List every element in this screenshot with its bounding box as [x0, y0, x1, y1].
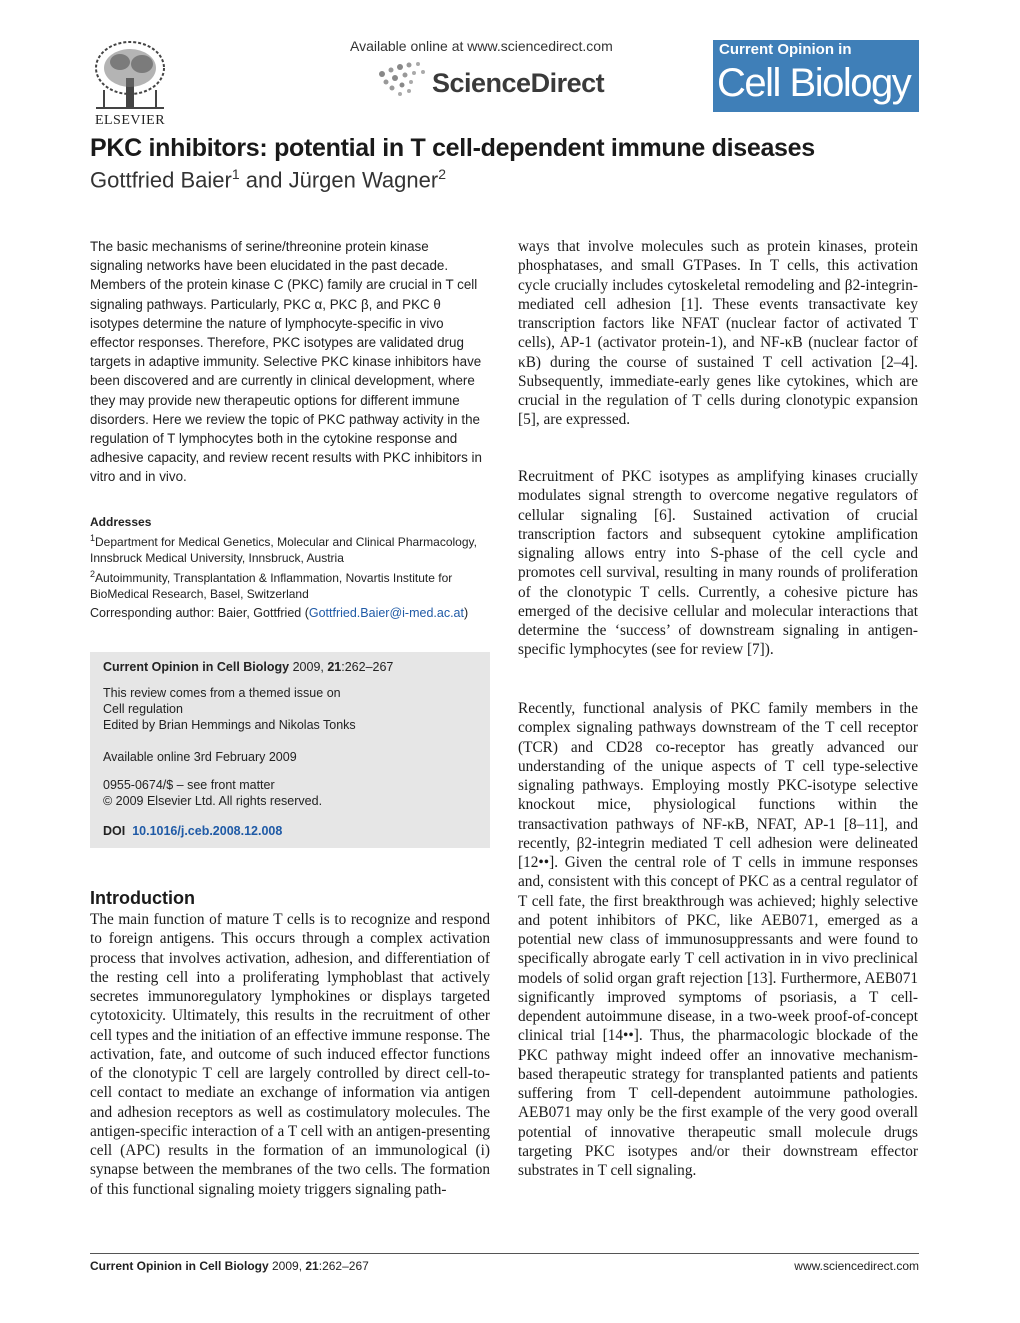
introduction-heading: Introduction [90, 888, 195, 908]
available-online-text: Available online at www.sciencedirect.com [350, 38, 613, 54]
author-separator: and [239, 167, 289, 193]
info-editors: Edited by Brian Hemmings and Nikolas Tonks [103, 718, 356, 732]
journal-logo [713, 40, 919, 112]
info-issn: 0955-0674/$ – see front matter [103, 778, 275, 792]
body-paragraph: Recruitment of PKC isotypes as amplifying kinases crucially modulates signal strength to overcome negative regulators of cellular signaling [6]. Sustained activation of crucial transcription factors and subsequent cytokine amplification signaling allows entry into S-phase of the cell cycle and promotes cell survival, resulting in many rounds of proliferation of the clonotypic T cells. Currently, a cohesive picture has emerged of the decisive cellular and molecular interactions that determine the ‘success’ of downstream signaling in antigen-specific lymphocytes (see for review [7]). [518, 468, 918, 659]
address-2: $^2$Autoimmunity, Transplantation & Inflammation, Novartis Institute for BioMedical Research, Basel, Switzerland [90, 569, 453, 601]
corresponding-author: Corresponding author: Baier, Gottfried (Gottfried.Baier@i-med.ac.at) [90, 606, 469, 620]
author-name: Gottfried Baier [90, 167, 232, 193]
abstract: The basic mechanisms of serine/threonine protein kinase signaling networks have been elucidated in the past decade. Members of the protein kinase C (PKC) family are crucial in T cell signaling pathways. Particularly, PKC α, PKC β, and PKC θ isotypes determine the nature of lymphocyte-specific in vivo effector responses. Therefore, PKC isotypes are validated drug targets in adaptive immunity. Selective PKC kinase inhibitors have been discovered and are currently in clinical development, where they may provide new therapeutic options for different immune disorders. Here we review the topic of PKC pathway activity in the regulation of T lymphocytes both in the cytokine response and adhesive capacity, and review recent results with PKC inhibitors in vitro and in vivo. [90, 239, 482, 485]
footer-divider [90, 1253, 919, 1254]
sciencedirect-logo [376, 60, 612, 102]
footer-url[interactable]: www.sciencedirect.com [794, 1259, 919, 1273]
info-doi: DOI 10.1016/j.ceb.2008.12.008 [103, 824, 283, 838]
article-authors [90, 166, 446, 193]
doi-link[interactable]: 10.1016/j.ceb.2008.12.008 [132, 824, 283, 838]
journal-logo-top: Current Opinion in [719, 41, 852, 58]
addresses-heading: Addresses [90, 515, 152, 529]
article-title: PKC inhibitors: potential in T cell-dependent immune diseases [90, 134, 815, 162]
journal-logo-main: Cell Biology [717, 61, 911, 105]
footer-citation: Current Opinion in Cell Biology 2009, 21:262–267 [90, 1259, 369, 1273]
article-info-box [90, 652, 490, 848]
corresponding-email-link[interactable]: Gottfried.Baier@i-med.ac.at [308, 606, 464, 620]
body-paragraph: ways that involve molecules such as protein kinases, protein phosphatases, and small GTPases. In T cells, this activation cycle crucially includes cytoskeletal remodeling and β2-integrin-mediated cell adhesion [1]. These events transactivate key transcription factors like NFAT (nuclear factor of activated T cells), AP-1 (activator protein-1), and NF-κB (nuclear factor of κB) during the course of sustained T cell activation [2–4]. Subsequently, immediate-early genes like cytokines, which are crucial in the regulation of T cells during clonotypic expansion [5], are expressed. [518, 238, 918, 429]
body-paragraph: Recently, functional analysis of PKC family members in the complex signaling pathways downstream of the T cell receptor (TCR) and CD28 co-receptor has greatly advanced our understanding of the unique aspects of T cell type-selective signaling pathways. Employing mostly PKC-isotype selective knockout mice, physiological functions within the transactivation pathways of NF-κB, NFAT, AP-1 [8–11], and recently, β2-integrin mediated T cell adhesion were delineated [12••]. Given the central role of T cells in immune responses and, consistent with this concept of PKC as a central regulator of T cell fate, the first breakthrough was achieved; highly selective and potent inhibitors of PKC, like AEB071, emerged as a potential new class of immunosuppressants and were found to specifically abrogate early T cell activation in in vivo preclinical models of solid organ graft rejection [13]. Furthermore, AEB071 significantly improved symptoms of psoriasis, a T cell-dependent autoimmune disease, in a two-week proof-of-concept clinical trial [14••]. Thus, the pharmacologic blockade of the PKC pathway might indeed offer an innovative mechanism-based therapeutic strategy for transplanted patients and patients suffering from T cell-dependent autoimmune pathologies. AEB071 may only be the first example of the very good overall potential of innovative therapeutic small molecule drugs targeting PKC isotypes and/or their downstream effector substrates in T cell signaling. [518, 700, 918, 1179]
author-affiliation-marker: 1 [231, 166, 240, 182]
address-1: $^1$Department for Medical Genetics, Molecular and Clinical Pharmacology, Innsbruck Medical University, Innsbruck, Austria [90, 533, 477, 565]
info-themed-issue: This review comes from a themed issue on [103, 686, 341, 700]
publisher-name: ELSEVIER [94, 113, 166, 128]
sciencedirect-dots-icon [376, 60, 436, 100]
info-available-online: Available online 3rd February 2009 [103, 750, 297, 764]
info-citation: Current Opinion in Cell Biology 2009, 21:262–267 [103, 660, 394, 674]
introduction-paragraph: The main function of mature T cells is to recognize and respond to foreign antigens. This occurs through a complex activation process that involves activation, adhesion, and differentiation of the resting cell into a proliferating lymphoblast that actively secretes immunoregulatory lymphokines or displays targeted cytotoxicity. Ultimately, this results in the recruitment of other cell types and the initiation of an effective immune response. The activation, fate, and outcome of such induced effector functions of the clonotypic T cell are largely controlled by direct cell-to-cell contact to mediate an exchange of information via antigen and adhesion receptors as well as costimulatory molecules. The antigen-specific interaction of a T cell with an antigen-presenting cell (APC) results in the formation of an immunological (i) synapse between the membranes of the two cells. The formation of this functional signaling moiety triggers signaling path- [90, 911, 491, 1198]
author-name: Jürgen Wagner [288, 167, 439, 193]
author-affiliation-marker: 2 [438, 166, 446, 182]
addresses [90, 514, 485, 602]
info-theme: Cell regulation [103, 702, 183, 716]
sciencedirect-wordmark: ScienceDirect [432, 68, 605, 98]
info-copyright: © 2009 Elsevier Ltd. All rights reserved. [103, 794, 323, 808]
